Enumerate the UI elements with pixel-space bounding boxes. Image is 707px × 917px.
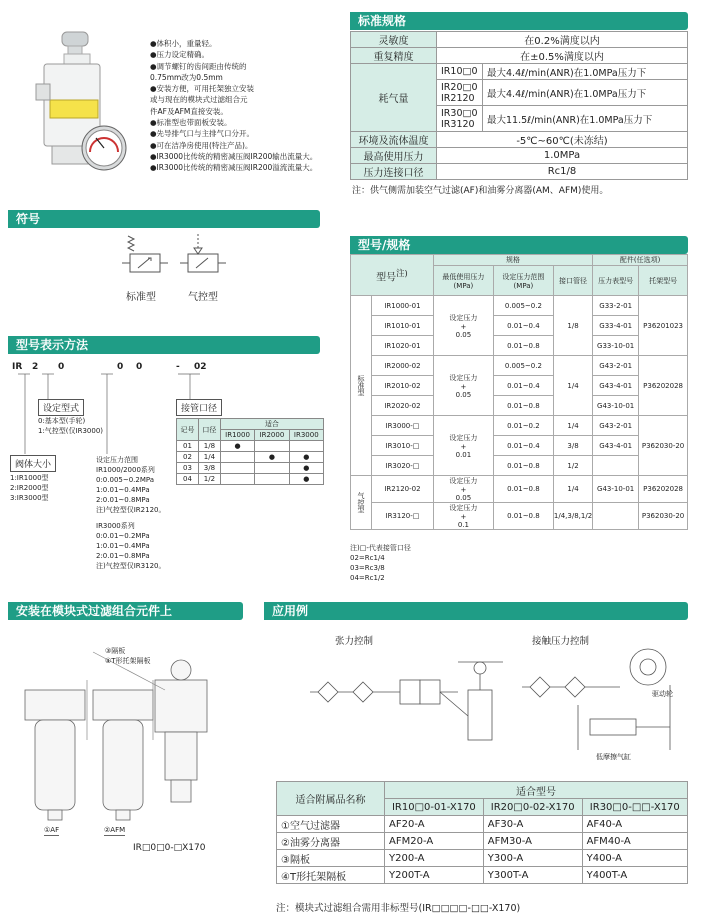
spec-value-sensitivity: 在0.2%满度以内 <box>437 32 688 48</box>
feature-item: ●调节螺钉的齿间距由传统的 <box>150 61 247 71</box>
port-fit-cell: ● <box>220 441 254 452</box>
model-range: 0.01~0.4 <box>493 436 553 456</box>
port-h-col-0: IR1000 <box>220 430 254 441</box>
feature-item: 或与现在的模块式过滤组合元 <box>150 95 248 105</box>
model-bracket: P36202028 <box>639 476 688 503</box>
port-row <box>177 452 324 463</box>
model-bracket: P362030-20 <box>639 416 688 476</box>
models-h-port: 接口管径 <box>553 266 592 296</box>
port-fit-cell <box>220 452 254 463</box>
feature-item: ●先导排气口与主排气口分开。 <box>150 129 255 139</box>
model-range: 0.01~0.8 <box>493 336 553 356</box>
model-minp <box>433 476 493 503</box>
range-desc <box>96 455 165 571</box>
range-desc-line: 0:0.01~0.2MPa <box>96 532 150 540</box>
model-row <box>351 296 688 316</box>
models-table <box>350 254 688 530</box>
model-gauge: G43-2-01 <box>593 356 639 376</box>
set-type-box <box>38 399 84 416</box>
model-range: 0.01~0.2 <box>493 416 553 436</box>
model-minp-line: 0.01 <box>455 450 472 459</box>
models-h-range-unit: (MPa) <box>513 281 534 290</box>
feature-item: 件AF及AFM直接安装。 <box>150 106 228 116</box>
code-part-fixed: 0 <box>136 362 143 372</box>
acc-value: Y400T-A <box>582 867 687 884</box>
acc-value: Y300-A <box>483 850 582 867</box>
port-fit-cell: ● <box>255 452 289 463</box>
acc-value: AF20-A <box>385 816 484 833</box>
acc-note: 注：模块式过滤组合需用非标型号(IR□□□□-□□-X170) <box>276 903 521 914</box>
app-wheel-label: 驱动轮 <box>652 690 673 698</box>
port-size: 1/4 <box>198 452 220 463</box>
body-size-box <box>10 455 56 472</box>
section-title-symbol: 符号 <box>16 212 41 226</box>
model-note-line: 注)□-代表接管口径 <box>350 544 411 552</box>
model-row <box>351 416 688 436</box>
model-name: IR3020-□ <box>372 456 434 476</box>
spec-label-air: 耗气量 <box>351 64 437 132</box>
port-code: 02 <box>177 452 199 463</box>
model-port: 1/4 <box>553 356 592 416</box>
section-title-install: 安装在模块式过滤组合元件上 <box>16 604 173 618</box>
spec-value-env: -5℃~60℃(未冻结) <box>437 132 688 148</box>
model-name: IR2000-02 <box>372 356 434 376</box>
model-gauge: G33-10-01 <box>593 336 639 356</box>
model-minp-line: + <box>460 382 467 391</box>
acc-value: Y200-A <box>385 850 484 867</box>
section-title-models: 型号/规格 <box>358 238 411 252</box>
accessory-table <box>276 781 688 884</box>
port-fit-cell <box>289 441 323 452</box>
body-desc-1: 2:IR2000型 <box>10 484 49 492</box>
code-part-range: 0 <box>117 362 124 372</box>
port-box <box>176 399 222 416</box>
spec-air-value-3: 最大11.5ℓ/min(ANR)在1.0MPa压力下 <box>483 106 688 132</box>
model-row <box>351 436 688 456</box>
model-range: 0.01~0.4 <box>493 376 553 396</box>
model-name: IR2020-02 <box>372 396 434 416</box>
acc-row <box>277 833 688 850</box>
model-name: IR1020-01 <box>372 336 434 356</box>
model-minp-line: 设定压力 <box>449 477 478 485</box>
model-minp-line: + <box>460 322 467 331</box>
model-row <box>351 316 688 336</box>
port-fit-cell <box>255 441 289 452</box>
tension-diagram <box>308 650 508 762</box>
model-range: 0.01~0.8 <box>493 396 553 416</box>
port-row <box>177 441 324 452</box>
range-desc-line: 设定压力范围 <box>96 456 138 464</box>
set-type-desc <box>38 416 103 436</box>
range-desc-line: 1:0.01~0.4MPa <box>96 542 150 550</box>
acc-row <box>277 850 688 867</box>
code-part-ir: IR <box>12 362 23 372</box>
spec-value-port: Rc1/8 <box>437 164 688 180</box>
port-table <box>176 418 324 485</box>
model-row <box>351 376 688 396</box>
model-minp <box>433 356 493 416</box>
spec-air-model-3b: IR3120 <box>441 118 475 130</box>
models-h-minp-unit: (MPa) <box>453 281 474 290</box>
symbol-standard-icon <box>120 232 170 282</box>
section-title-spec: 标准规格 <box>358 14 407 28</box>
install-label-partition: ③隔板 <box>105 647 126 655</box>
spec-label-port: 压力连接口径 <box>351 164 437 180</box>
section-bar-install <box>8 602 243 620</box>
model-minp-line: 设定压力 <box>449 313 478 322</box>
model-range: 0.005~0.2 <box>493 356 553 376</box>
section-bar-apps <box>264 602 688 620</box>
acc-row <box>277 867 688 884</box>
port-fit-cell <box>220 463 254 474</box>
model-minp-line: 设定压力 <box>449 373 478 382</box>
code-part-size: 2 <box>32 362 39 372</box>
model-minp-line: 0.05 <box>455 494 472 502</box>
port-size: 1/8 <box>198 441 220 452</box>
models-h-model: 型号 <box>376 272 397 284</box>
code-part-port: 02 <box>194 362 207 372</box>
port-fit-cell: ● <box>289 452 323 463</box>
feature-item: ●体积小，重量轻。 <box>150 39 217 48</box>
spec-label-repeat: 重复精度 <box>351 48 437 64</box>
acc-value: Y400-A <box>582 850 687 867</box>
model-minp-line: 设定压力 <box>449 504 478 512</box>
model-minp-line: 设定压力 <box>449 433 478 442</box>
code-part-dash: - <box>176 362 180 372</box>
spec-air-value-1: 最大4.4ℓ/min(ANR)在1.0MPa压力下 <box>483 64 688 80</box>
model-range: 0.01~0.4 <box>493 316 553 336</box>
acc-row <box>277 816 688 833</box>
model-note-line: 03=Rc3/8 <box>350 564 385 572</box>
port-row <box>177 463 324 474</box>
feature-item: ●安装方便，可用托架独立安装 <box>150 84 255 94</box>
model-port: 1/4 <box>553 416 592 436</box>
model-note-line: 02=Rc1/4 <box>350 554 385 562</box>
port-fit-cell <box>255 463 289 474</box>
model-minp <box>433 416 493 476</box>
range-desc-line: 0:0.005~0.2MPa <box>96 476 155 484</box>
spec-label-maxp: 最高使用压力 <box>351 148 437 164</box>
model-range: 0.01~0.8 <box>493 476 553 503</box>
models-h-bracket: 托架型号 <box>639 266 688 296</box>
range-desc-line: IR1000/2000系列 <box>96 466 155 474</box>
model-minp-line: 0.05 <box>455 390 472 399</box>
model-bracket: P36201023 <box>639 296 688 356</box>
model-row <box>351 476 688 503</box>
port-title: 接管口径 <box>181 404 218 414</box>
model-bracket: P362030-20 <box>639 503 688 530</box>
port-fit-cell <box>220 474 254 485</box>
model-note-line: 04=Rc1/2 <box>350 574 385 582</box>
range-desc-line: IR3000系列 <box>96 522 135 530</box>
spec-air-model-1: IR10□0 <box>437 64 483 80</box>
section-bar-spec <box>350 12 688 30</box>
app-contact-label: 接触压力控制 <box>532 636 590 647</box>
symbol-standard-label: 标准型 <box>126 292 156 303</box>
spec-label-sensitivity: 灵敏度 <box>351 32 437 48</box>
acc-name: ④T形托架隔板 <box>277 867 385 884</box>
section-bar-model-code <box>8 336 320 354</box>
port-fit-cell: ● <box>289 463 323 474</box>
port-h-col-1: IR2000 <box>255 430 289 441</box>
product-image <box>28 30 136 180</box>
spec-air-model-2b: IR2120 <box>441 92 475 104</box>
model-gauge <box>593 456 639 476</box>
acc-value: AFM20-A <box>385 833 484 850</box>
model-row <box>351 456 688 476</box>
model-bracket: P36202028 <box>639 356 688 416</box>
install-label-afm: ②AFM <box>104 826 126 834</box>
model-name: IR3000-□ <box>372 416 434 436</box>
port-fit-cell: ● <box>289 474 323 485</box>
group-standard: 标准型 <box>351 296 372 476</box>
models-h-spec: 规格 <box>433 255 592 266</box>
port-size: 3/8 <box>198 463 220 474</box>
acc-value: Y300T-A <box>483 867 582 884</box>
app-tension-label: 张力控制 <box>335 636 374 647</box>
install-label-t-bracket: ④T形托架隔板 <box>105 657 151 665</box>
model-minp-line: 0.1 <box>457 521 469 529</box>
set-type-desc-1: 1:气控型(仅IR3000) <box>38 427 104 435</box>
model-gauge: G33-4-01 <box>593 316 639 336</box>
model-port: 1/8 <box>553 296 592 356</box>
spec-label-env: 环境及流体温度 <box>351 132 437 148</box>
acc-value: AFM40-A <box>582 833 687 850</box>
model-minp-line: 0.05 <box>455 330 472 339</box>
spec-air-model-2: IR20□0 <box>441 81 478 93</box>
model-port: 3/8 <box>553 436 592 456</box>
model-row <box>351 336 688 356</box>
model-gauge: G43-2-01 <box>593 416 639 436</box>
model-range: 0.01~0.8 <box>493 503 553 530</box>
section-bar-symbol <box>8 210 320 228</box>
symbol-pilot-label: 气控型 <box>188 292 218 303</box>
model-minp-line: + <box>460 442 467 451</box>
model-minp-line: + <box>460 513 467 521</box>
set-type-desc-0: 0:基本型(手轮) <box>38 417 86 425</box>
body-size-desc <box>10 473 49 503</box>
port-code: 03 <box>177 463 199 474</box>
models-h-gauge: 压力表型号 <box>593 266 639 296</box>
spec-note: 注：供气侧需加装空气过滤(AF)和油雾分离器(AM、AFM)使用。 <box>352 186 609 196</box>
acc-h-col-2: IR30□0-□□-X170 <box>582 799 687 816</box>
install-label-af: ①AF <box>44 826 60 834</box>
range-desc-line: 1:0.01~0.4MPa <box>96 486 150 494</box>
range-desc-line: 注)气控型仅IR2120。 <box>96 506 166 514</box>
model-minp <box>433 503 493 530</box>
models-h-model-note: 注) <box>396 267 408 278</box>
group-pilot: 气控型 <box>351 476 372 530</box>
port-code: 01 <box>177 441 199 452</box>
models-h-range: 设定压力范围 <box>502 272 545 281</box>
model-gauge: G43-10-01 <box>593 396 639 416</box>
spec-air-value-2: 最大4.4ℓ/min(ANR)在1.0MPa压力下 <box>483 80 688 106</box>
acc-h-col-1: IR20□0-02-X170 <box>483 799 582 816</box>
port-fit-cell <box>255 474 289 485</box>
acc-value: AF40-A <box>582 816 687 833</box>
acc-h-fit: 适合型号 <box>385 782 688 799</box>
install-code: IR□0□0-□X170 <box>133 843 206 853</box>
feature-item: ●可在洁净房使用(特注产品)。 <box>150 140 253 150</box>
feature-item: 0.75mm改为0.5mm <box>150 72 223 82</box>
acc-value: AFM30-A <box>483 833 582 850</box>
model-name: IR1010-01 <box>372 316 434 336</box>
body-desc-2: 3:IR3000型 <box>10 494 49 502</box>
range-desc-line: 2:0.01~0.8MPa <box>96 496 150 504</box>
set-type-title: 设定型式 <box>43 404 80 414</box>
app-cylinder-label: 低摩擦气缸 <box>596 753 631 761</box>
model-name: IR2010-02 <box>372 376 434 396</box>
spec-table <box>350 31 688 180</box>
model-gauge: G43-4-01 <box>593 436 639 456</box>
model-name: IR2120-02 <box>372 476 434 503</box>
model-port: 1/4 <box>553 476 592 503</box>
model-row <box>351 396 688 416</box>
acc-value: Y200T-A <box>385 867 484 884</box>
feature-item: ●标准型也带面板安装。 <box>150 118 232 128</box>
body-desc-0: 1:IR1000型 <box>10 474 49 482</box>
port-h-fit: 适合 <box>220 419 323 430</box>
model-minp <box>433 296 493 356</box>
acc-h-name: 适合附属品名称 <box>277 782 385 816</box>
acc-name: ③隔板 <box>277 850 385 867</box>
acc-name: ②油雾分离器 <box>277 833 385 850</box>
symbol-pilot-icon <box>178 232 228 282</box>
spec-air-model-3: IR30□0 <box>441 107 478 119</box>
model-name: IR3010-□ <box>372 436 434 456</box>
model-range: 0.005~0.2 <box>493 296 553 316</box>
acc-name: ①空气过滤器 <box>277 816 385 833</box>
model-gauge <box>593 503 639 530</box>
model-gauge: G43-10-01 <box>593 476 639 503</box>
models-h-minp: 最低使用压力 <box>442 272 485 281</box>
model-gauge: G33-2-01 <box>593 296 639 316</box>
port-h-code: 记号 <box>177 419 199 441</box>
model-name: IR1000-01 <box>372 296 434 316</box>
port-code: 04 <box>177 474 199 485</box>
model-row <box>351 503 688 530</box>
code-part-settype: 0 <box>58 362 65 372</box>
model-gauge: G43-4-01 <box>593 376 639 396</box>
model-row <box>351 356 688 376</box>
model-name: IR3120-□ <box>372 503 434 530</box>
range-desc-line: 2:0.01~0.8MPa <box>96 552 150 560</box>
acc-h-col-0: IR10□0-01-X170 <box>385 799 484 816</box>
port-h-size: 口径 <box>198 419 220 441</box>
model-range: 0.01~0.8 <box>493 456 553 476</box>
feature-list <box>150 38 340 174</box>
range-desc-line: 注)气控型仅IR3120。 <box>96 562 166 570</box>
feature-item: ●IR3000比传统的精密减压阀IR200输出流量大。 <box>150 151 318 161</box>
body-size-title: 阀体大小 <box>15 460 52 470</box>
feature-item: ●IR3000比传统的精密减压阀IR200溢流流量大。 <box>150 163 318 173</box>
port-row <box>177 474 324 485</box>
spec-value-maxp: 1.0MPa <box>437 148 688 164</box>
models-notes <box>350 543 411 583</box>
section-title-apps: 应用例 <box>272 604 309 618</box>
model-minp-line: + <box>460 486 467 494</box>
model-port: 1/4,3/8,1/2 <box>553 503 592 530</box>
section-title-model-code: 型号表示方法 <box>16 338 89 352</box>
contact-diagram <box>520 645 700 767</box>
acc-value: AF30-A <box>483 816 582 833</box>
port-h-col-2: IR3000 <box>289 430 323 441</box>
model-port: 1/2 <box>553 456 592 476</box>
port-size: 1/2 <box>198 474 220 485</box>
models-h-acc: 配件(任选项) <box>593 255 688 266</box>
section-bar-models <box>350 236 688 254</box>
spec-value-repeat: 在±0.5%满度以内 <box>437 48 688 64</box>
feature-item: ●压力设定精确。 <box>150 50 210 60</box>
